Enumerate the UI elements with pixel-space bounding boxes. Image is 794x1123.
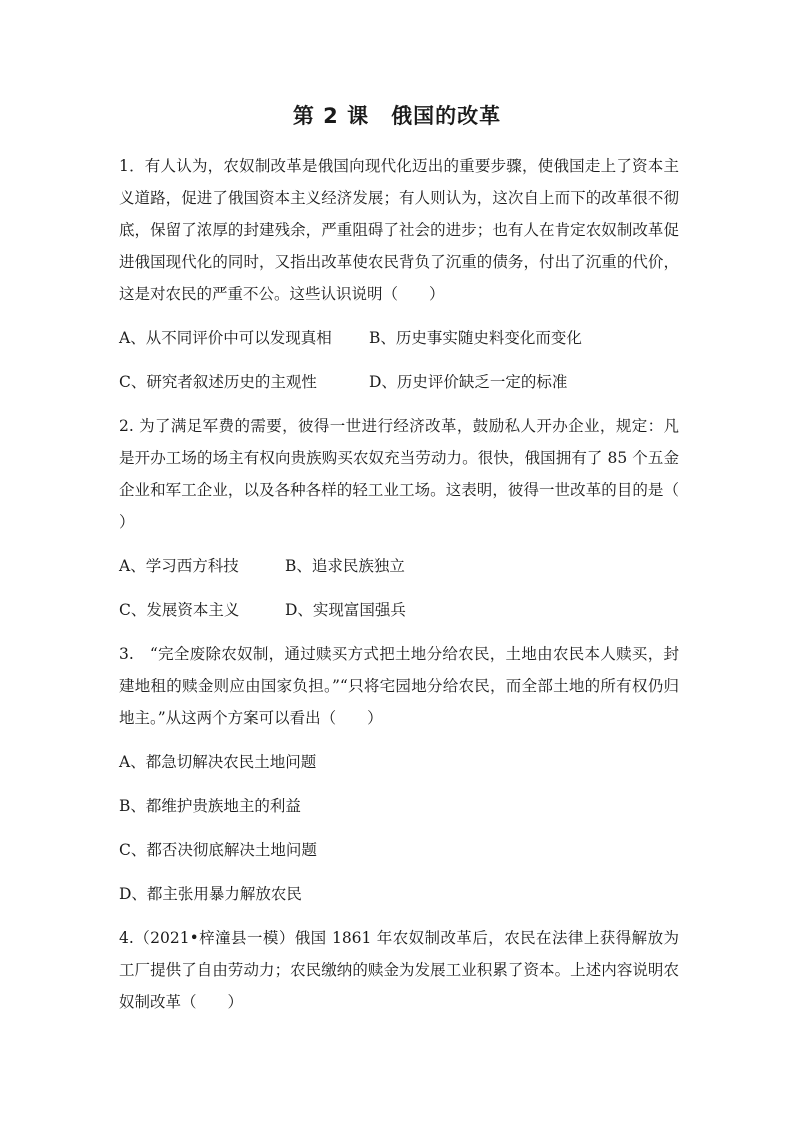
question-1-option-d: D、历史评价缺乏一定的标准 — [369, 373, 568, 391]
question-3-option-a: A、都急切解决农民土地问题 — [119, 753, 317, 771]
question-2-option-c: C、发展资本主义 — [119, 601, 240, 619]
question-3-option-b: B、都维护贵族地主的利益 — [119, 797, 301, 815]
lesson-title: 第 2 课 俄国的改革 — [292, 104, 502, 128]
question-3-option-d: D、都主张用暴力解放农民 — [119, 885, 302, 903]
question-2 — [119, 410, 711, 626]
question-1 — [119, 150, 679, 398]
question-2-option-d: D、实现富国强兵 — [285, 601, 406, 619]
question-1-options-row-1 — [119, 322, 679, 354]
question-1-option-c: C、研究者叙述历史的主观性 — [119, 373, 317, 391]
question-4-stem: 4.（2021•梓潼县一模）俄国 1861 年农奴制改革后，农民在法律上获得解放为工厂提供了自由劳动力；农民缴纳的赎金为发展工业积累了资本。上述内容说明农奴制改革（ ） — [119, 929, 679, 1011]
question-1-option-b: B、历史事实随史料变化而变化 — [369, 329, 582, 347]
question-3-stem: 3. “完全废除农奴制，通过赎买方式把土地分给农民，土地由农民本人赎买，封建地租的赎金则应由国家负担。”“只将宅园地分给农民，而全部土地的所有权仍归地主。”从这两个方案可以看出（ ） — [119, 645, 679, 727]
question-3 — [119, 638, 679, 910]
question-3-option-c: C、都否决彻底解决土地问题 — [119, 841, 317, 859]
question-1-options-row-2 — [119, 366, 679, 398]
question-2-stem: 2. 为了满足军费的需要，彼得一世进行经济改革，鼓励私人开办企业，规定：凡是开办工场的场主有权向贵族购买农奴充当劳动力。很快，俄国拥有了 85 个五金企业和军工企业，以及各种各样的轻工业工场。这表明，彼得一世改革的目的是（ ） — [119, 417, 711, 531]
question-2-option-a: A、学习西方科技 — [119, 557, 239, 575]
question-list — [119, 150, 711, 1018]
question-2-options-row-2 — [119, 594, 679, 626]
question-4 — [119, 922, 679, 1018]
question-1-stem: 1．有人认为，农奴制改革是俄国向现代化迈出的重要步骤，使俄国走上了资本主义道路，促进了俄国资本主义经济发展；有人则认为，这次自上而下的改革很不彻底，保留了浓厚的封建残余，严重阻碍了社会的进步；也有人在肯定农奴制改革促进俄国现代化的同时，又指出改革使农民背负了沉重的债务，付出了沉重的代价，这是对农民的严重不公。这些认识说明（ ） — [119, 157, 679, 303]
question-1-option-a: A、从不同评价中可以发现真相 — [119, 329, 332, 347]
question-2-options-row-1 — [119, 550, 679, 582]
question-2-option-b: B、追求民族独立 — [285, 557, 405, 575]
